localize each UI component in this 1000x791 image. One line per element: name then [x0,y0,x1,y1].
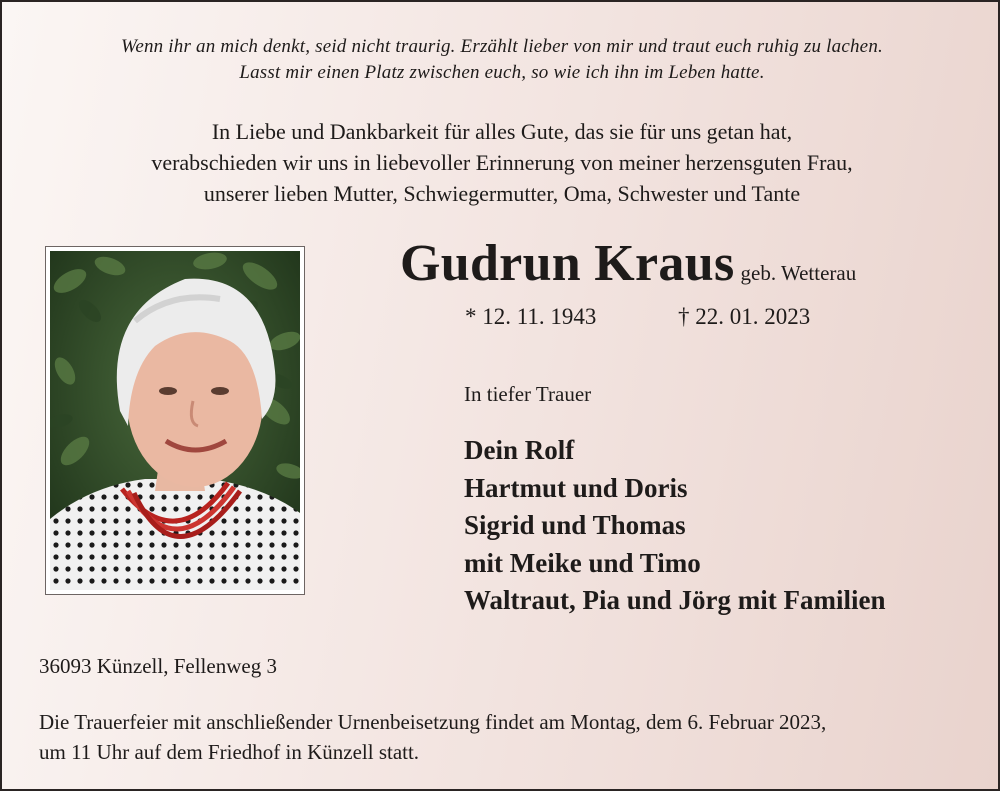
deceased-name: Gudrun Kraus [400,235,735,292]
ceremony-info [39,707,979,767]
birth-date: * 12. 11. 1943 [465,304,597,329]
portrait-illustration [50,251,300,590]
intro-text [2,116,1000,209]
address: 36093 Künzell, Fellenweg 3 [39,654,277,678]
family-member: Sigrid und Thomas [464,510,686,540]
family-list [464,432,886,620]
mourning-label: In tiefer Trauer [464,382,592,406]
family-member: Waltraut, Pia und Jörg mit Familien [464,585,886,615]
intro-line-3: unserer lieben Mutter, Schwiegermutter, Oma, Schwester und Tante [203,181,801,206]
deceased-name-line [400,234,856,293]
ceremony-line-2: um 11 Uhr auf dem Friedhof in Künzell statt. [39,740,420,764]
intro-line-1: In Liebe und Dankbarkeit für alles Gute, das sie für uns getan hat, [211,119,793,144]
maiden-name: geb. Wetterau [740,261,857,285]
family-member: Dein Rolf [464,435,575,465]
death-date: † 22. 01. 2023 [678,304,811,329]
family-member: mit Meike und Timo [464,547,701,578]
verse-line-1: Wenn ihr an mich denkt, seid nicht traurig. Erzählt lieber von mir und traut euch ruhig zu lachen. [121,36,883,57]
portrait-photo [45,246,305,595]
ceremony-line-1: Die Trauerfeier mit anschließender Urnenbeisetzung findet am Montag, dem 6. Februar 2023, [39,710,827,734]
family-member: Hartmut und Doris [464,472,688,503]
intro-line-2: verabschieden wir uns in liebevoller Erinnerung von meiner herzensguten Frau, [151,150,853,175]
verse-line-2: Lasst mir einen Platz zwischen euch, so wie ich ihn im Leben hatte. [239,62,765,83]
verse-quote [2,34,1000,86]
